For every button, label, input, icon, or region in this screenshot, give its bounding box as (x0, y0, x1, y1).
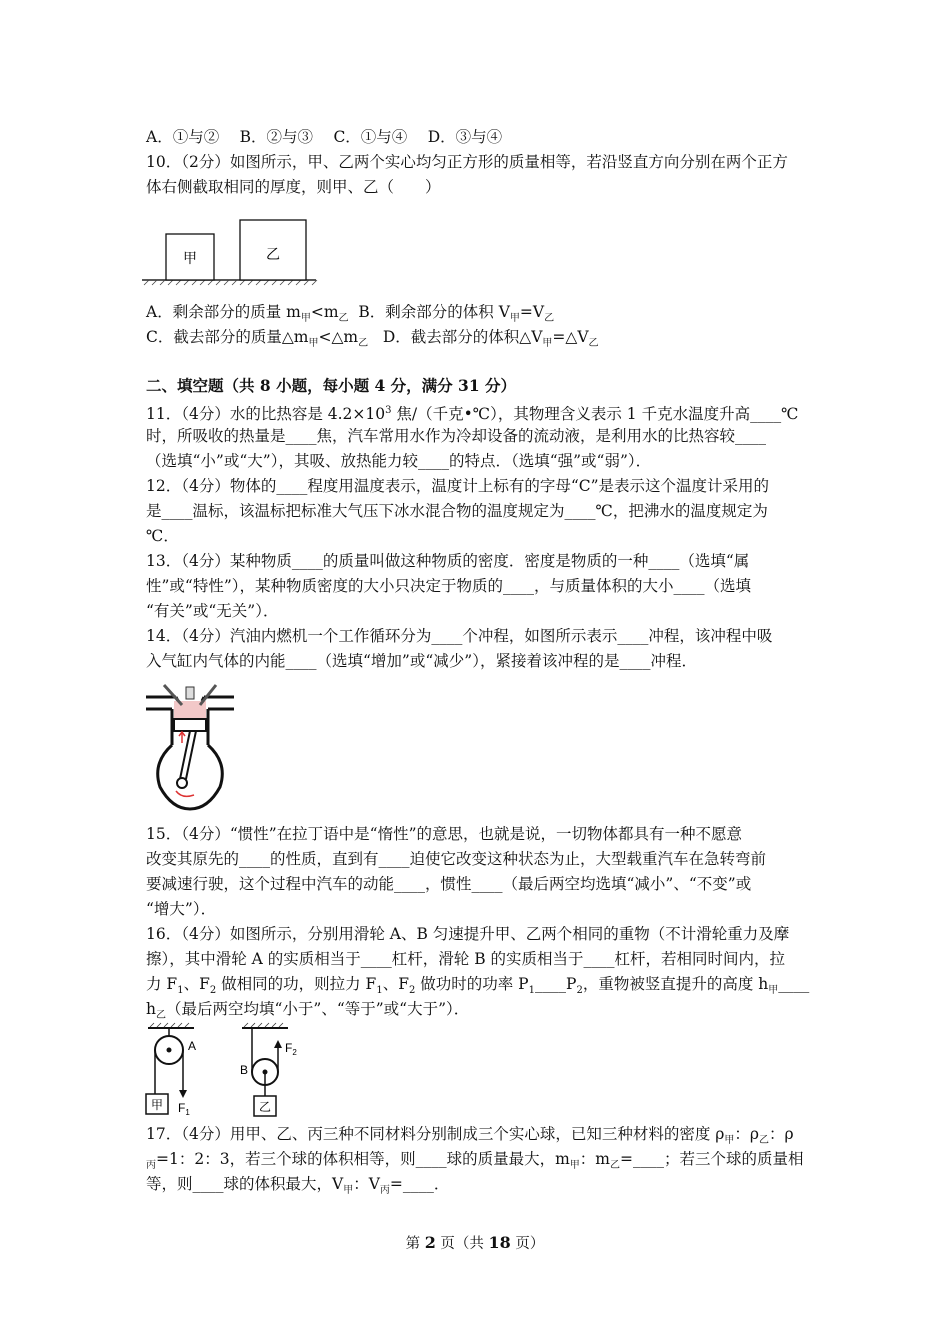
piston (174, 719, 206, 731)
q9-options: A．①与② B．②与③ C．①与④ D．③与④ (146, 128, 503, 146)
subscript: 乙 (609, 1160, 620, 1172)
subscript: 乙 (588, 338, 599, 350)
footer-text: 页） (510, 1236, 545, 1252)
q17-text: =____；若三个球的质量相 (619, 1150, 804, 1168)
q17-text: ：ρ (769, 1125, 794, 1143)
q16-text: （最后两空均填“小于”、“等于”或“大于”）． (165, 1000, 470, 1018)
engine-cylinder-figure (142, 683, 238, 811)
q12-line3: ℃． (146, 527, 179, 545)
q16-text: 、F (382, 975, 409, 993)
pulley-a-label: A (188, 1039, 197, 1053)
subscript: 1 (376, 985, 383, 997)
subscript: 2 (408, 985, 416, 997)
q10-options-ab (146, 302, 816, 329)
q17-line1 (146, 1124, 816, 1151)
q15-line3: 要减速行驶，这个过程中汽车的动能____，惯性____（最后两空均选填“减小”、“不变”或 (146, 875, 752, 893)
q10-stem-line2: 体右侧截取相同的厚度，则甲、乙（ ） (146, 178, 441, 196)
crank-pin (177, 778, 187, 788)
q16-text: 做功时的功率 P (415, 975, 529, 993)
intake-valve (164, 685, 182, 705)
subscript: 丙 (146, 1160, 156, 1172)
subscript: 甲 (569, 1160, 580, 1172)
q17-text: 17．（4分）用甲、乙、丙三种不同材料分别制成三个实心球，已知三种材料的密度 ρ (146, 1125, 725, 1143)
q16-text: 做相同的功，则拉力 F (216, 975, 377, 993)
q11-line1 (146, 401, 816, 424)
q13-line2: 性”或“特性”），某种物质密度的大小只决定于物质的____，与质量体积的大小____（选填 (146, 577, 752, 595)
subscript: 甲 (542, 338, 553, 350)
q13-line3: “有关”或“无关”）． (146, 602, 279, 620)
page-footer (0, 1232, 950, 1253)
rotation-arrow-icon (176, 791, 194, 796)
page-number: 2 (424, 1233, 436, 1252)
subscript: 2 (209, 985, 217, 997)
q16-line1: 16．（4分）如图所示，分别用滑轮 A、B 匀速提升甲、乙两个相同的重物（不计滑轮重力及摩 (146, 925, 790, 943)
subscript: 甲 (724, 1135, 735, 1147)
q10-option-c-text: C．截去部分的质量△m (146, 328, 309, 346)
spark-plug (186, 687, 194, 699)
weight-yi-label: 乙 (258, 1100, 272, 1114)
subscript: 乙 (759, 1135, 770, 1147)
footer-text: 第 (405, 1236, 425, 1252)
q16-text: 、F (183, 975, 210, 993)
q10-options-cd (146, 327, 816, 354)
subscript: 乙 (358, 338, 369, 350)
q16-text: ，重物被竖直提升的高度 h (582, 975, 769, 993)
subscript: 甲 (300, 313, 311, 325)
subscript: 乙 (155, 1010, 166, 1022)
q15-line1: 15．（4分）“惯性”在拉丁语中是“惰性”的意思，也就是说，一切物体都具有一种不愿意 (146, 825, 743, 843)
q10-option-b-text-mid: =V (519, 303, 545, 321)
q17-text: 等，则____球的体积最大，V (146, 1175, 344, 1193)
subscript: 1 (528, 985, 535, 997)
q16-text: h (146, 1000, 156, 1018)
q13-line1: 13．（4分）某种物质____的质量叫做这种物质的密度．密度是物质的一种____（选填“属 (146, 552, 750, 570)
section-title: 二、填空题（共 8 小题，每小题 4 分，满分 31 分） (146, 376, 517, 395)
subscript: 丙 (379, 1185, 390, 1197)
cube-jia-label: 甲 (183, 250, 197, 266)
q10-option-b-text: B．剩余部分的体积 V (358, 303, 510, 321)
subscript: 甲 (343, 1185, 354, 1197)
q10-option-a-text: A．剩余部分的质量 m (146, 303, 301, 321)
q11-line3: （选填“小”或“大”），其吸、放热能力较____的特点．（选填“强”或“弱”）． (146, 452, 652, 470)
force-f1-label: $F_1$ (178, 1101, 190, 1117)
q10-stem-line1: 10．（2分）如图所示，甲、乙两个实心均匀正方形的质量相等，若沿竖直方向分别在两个正方 (146, 153, 788, 171)
superscript: 3 (385, 405, 392, 416)
q14-line2: 入气缸内气体的内能____（选填“增加”或“减少”），紧接着该冲程的是____冲程． (146, 652, 697, 670)
q17-text: =1：2：3，若三个球的体积相等，则____球的质量最大，m (156, 1150, 570, 1168)
q16-line2: 擦），其中滑轮 A 的实质相当于____杠杆，滑轮 B 的实质相当于____杠杆，若相同时间内，拉 (146, 950, 786, 968)
q16-line3 (146, 974, 816, 1001)
q11-text: 11．（4分）水的比热容是 4.2×10 (146, 405, 386, 424)
q16-text: ____P (535, 975, 577, 993)
q11-line2: 时，所吸收的热量是____焦，汽车常用水作为冷却设备的流动液，是利用水的比热容较____ (146, 427, 767, 445)
q16-text: 力 F (146, 975, 178, 993)
exhaust-valve (200, 685, 216, 705)
pulley-b-label: B (240, 1063, 249, 1077)
q17-text: =____． (389, 1175, 450, 1193)
pulley-figure (142, 1022, 312, 1120)
q17-text: ：ρ (734, 1125, 760, 1143)
cube-yi-label: 乙 (266, 246, 280, 262)
q10-option-d-text: D．截去部分的体积△V (382, 328, 543, 346)
q17-line2 (146, 1149, 816, 1176)
total-pages: 18 (488, 1233, 511, 1252)
subscript: 甲 (509, 313, 520, 325)
q17-text: ：m (579, 1150, 610, 1168)
subscript: 乙 (544, 313, 555, 325)
q17-line3 (146, 1174, 816, 1201)
subscript: 乙 (338, 313, 349, 325)
q16-text: ____ (778, 975, 810, 993)
subscript: 1 (177, 985, 184, 997)
subscript: 2 (576, 985, 583, 997)
ground-line (142, 280, 317, 285)
subscript: 甲 (768, 985, 779, 997)
q15-line2: 改变其原先的____的性质，直到有____迫使它改变这种状态为止，大型载重汽车在急转弯前 (146, 850, 767, 868)
q10-option-c-text-mid: <△m (318, 328, 359, 346)
q15-line4: “增大”）． (146, 900, 217, 918)
q10-option-a-text-mid: <m (310, 303, 339, 321)
q12-line1: 12．（4分）物体的____程度用温度表示，温度计上标有的字母“C”是表示这个温度计采用的 (146, 477, 770, 495)
force-f2-label: $F_2$ (285, 1041, 297, 1057)
q17-text: ：V (353, 1175, 380, 1193)
q14-line1: 14．（4分）汽油内燃机一个工作循环分为____个冲程，如图所示表示____冲程，该冲程中吸 (146, 627, 773, 645)
q11-text-cont: 焦/（千克•℃），其物理含义表示 1 千克水温度升高____℃ (391, 405, 799, 424)
q12-line2: 是____温标，该温标把标准大气压下冰水混合物的温度规定为____℃，把沸水的温度规定为 (146, 502, 768, 520)
q10-cubes-figure (140, 214, 320, 286)
subscript: 甲 (308, 338, 319, 350)
weight-jia-label: 甲 (150, 1098, 164, 1112)
footer-text: 页（共 (435, 1236, 489, 1252)
q10-option-d-text-mid: =△V (552, 328, 589, 346)
